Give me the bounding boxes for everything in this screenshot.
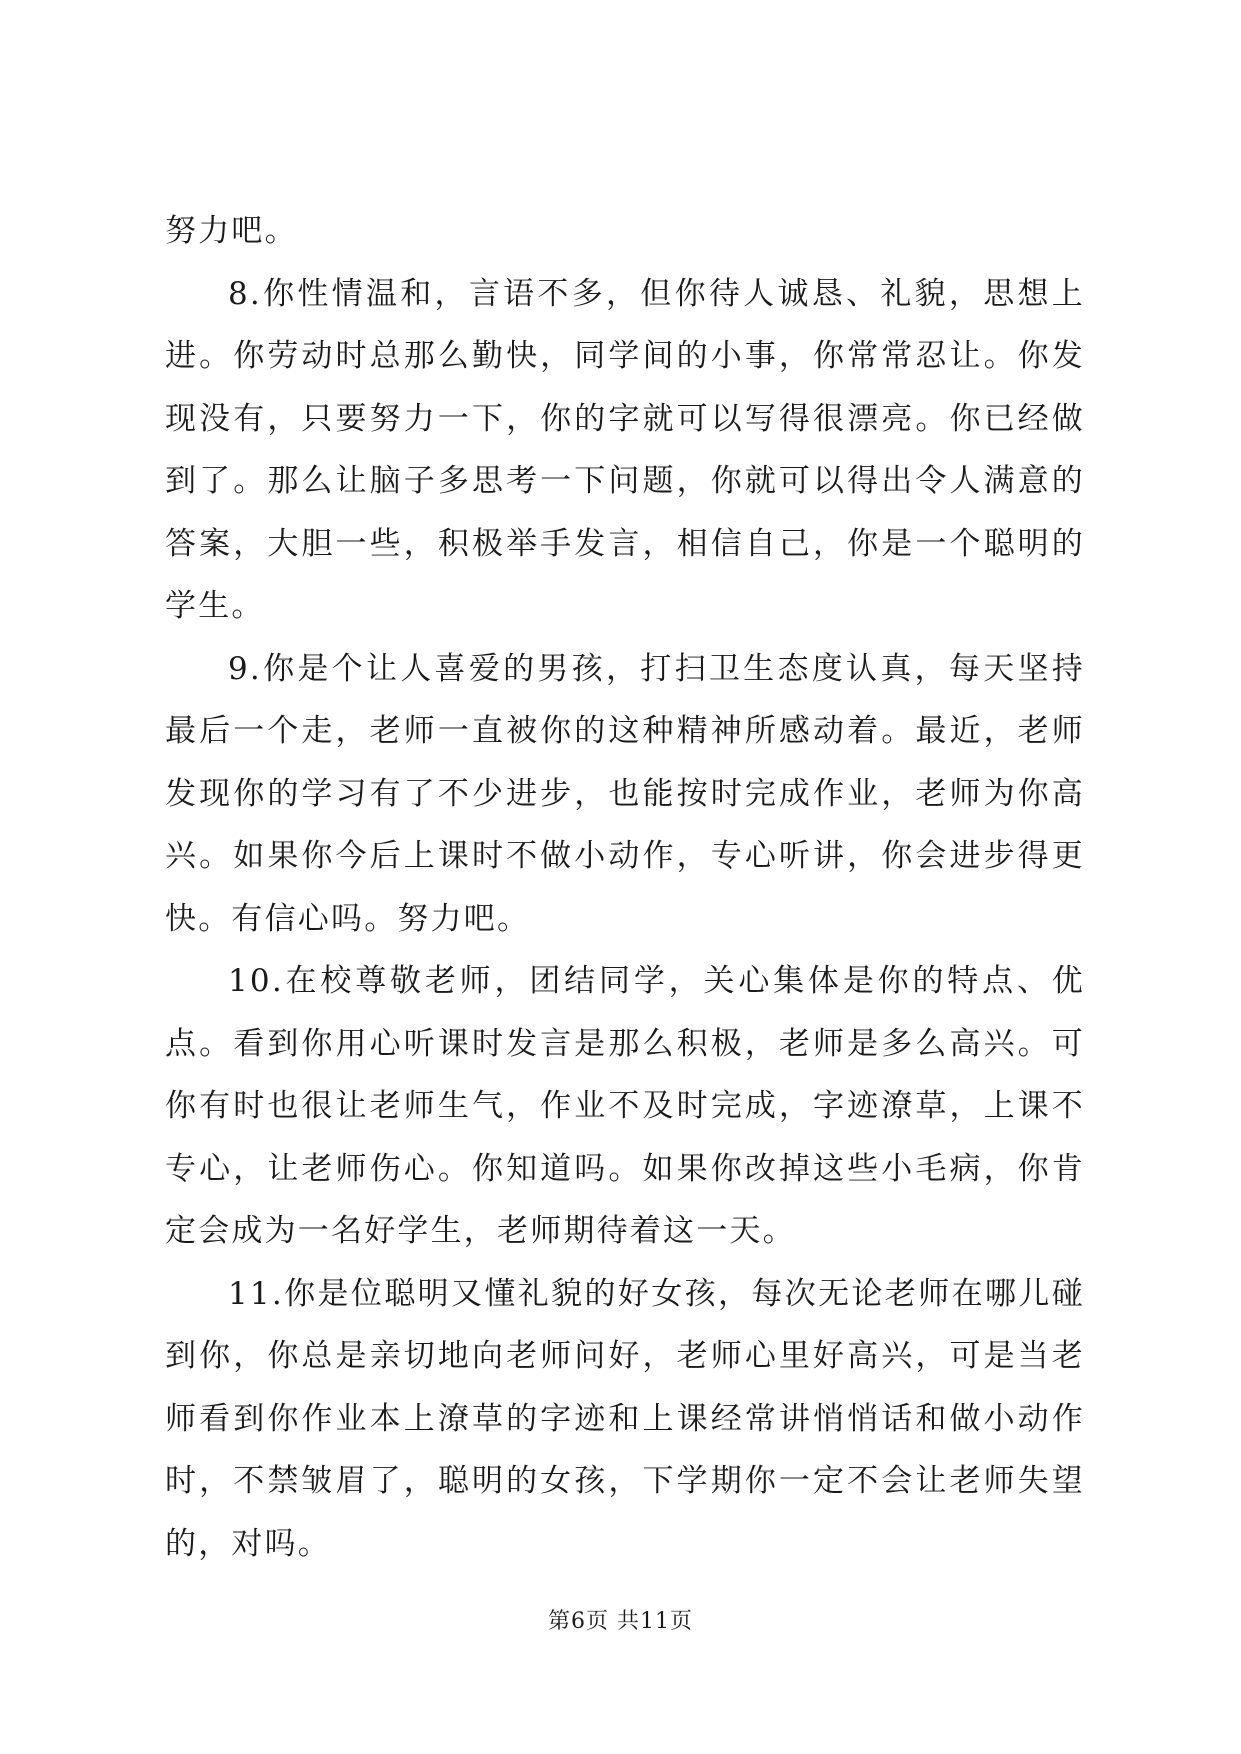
paragraph-item-10: 10.在校尊敬老师，团结同学，关心集体是你的特点、优点。看到你用心听课时发言是那么积极，老师是多么高兴。可你有时也很让老师生气，作业不及时完成，字迹潦草，上课不专心，让老师伤心。你知道吗。如果你改掉这些小毛病，你肯定会成为一名好学生，老师期待着这一天。 xyxy=(165,963,1085,1249)
page-footer: 第6页 共11页 xyxy=(548,1609,693,1634)
paragraph-item-9: 9.你是个让人喜爱的男孩，打扫卫生态度认真，每天坚持最后一个走，老师一直被你的这种精神所感动着。最近，老师发现你的学习有了不少进步，也能按时完成作业，老师为你高兴。如果你今后上课时不做小动作，专心听讲，你会进步得更快。有信心吗。努力吧。 xyxy=(165,650,1085,937)
page-body xyxy=(165,200,1085,1575)
paragraph-item-8: 8.你性情温和，言语不多，但你待人诚恳、礼貌，思想上进。你劳动时总那么勤快，同学间的小事，你常常忍让。你发现没有，只要努力一下，你的字就可以写得很漂亮。你已经做到了。那么让脑子多思考一下问题，你就可以得出令人满意的答案，大胆一些，积极举手发言，相信自己，你是一个聪明的学生。 xyxy=(165,275,1085,624)
paragraph-continuation: 努力吧。 xyxy=(165,213,298,249)
paragraph-item-11: 11.你是位聪明又懂礼貌的好女孩，每次无论老师在哪儿碰到你，你总是亲切地向老师问好，老师心里好高兴，可是当老师看到你作业本上潦草的字迹和上课经常讲悄悄话和做小动作时，不禁皱眉了，聪明的女孩，下学期你一定不会让老师失望的，对吗。 xyxy=(165,1275,1085,1562)
